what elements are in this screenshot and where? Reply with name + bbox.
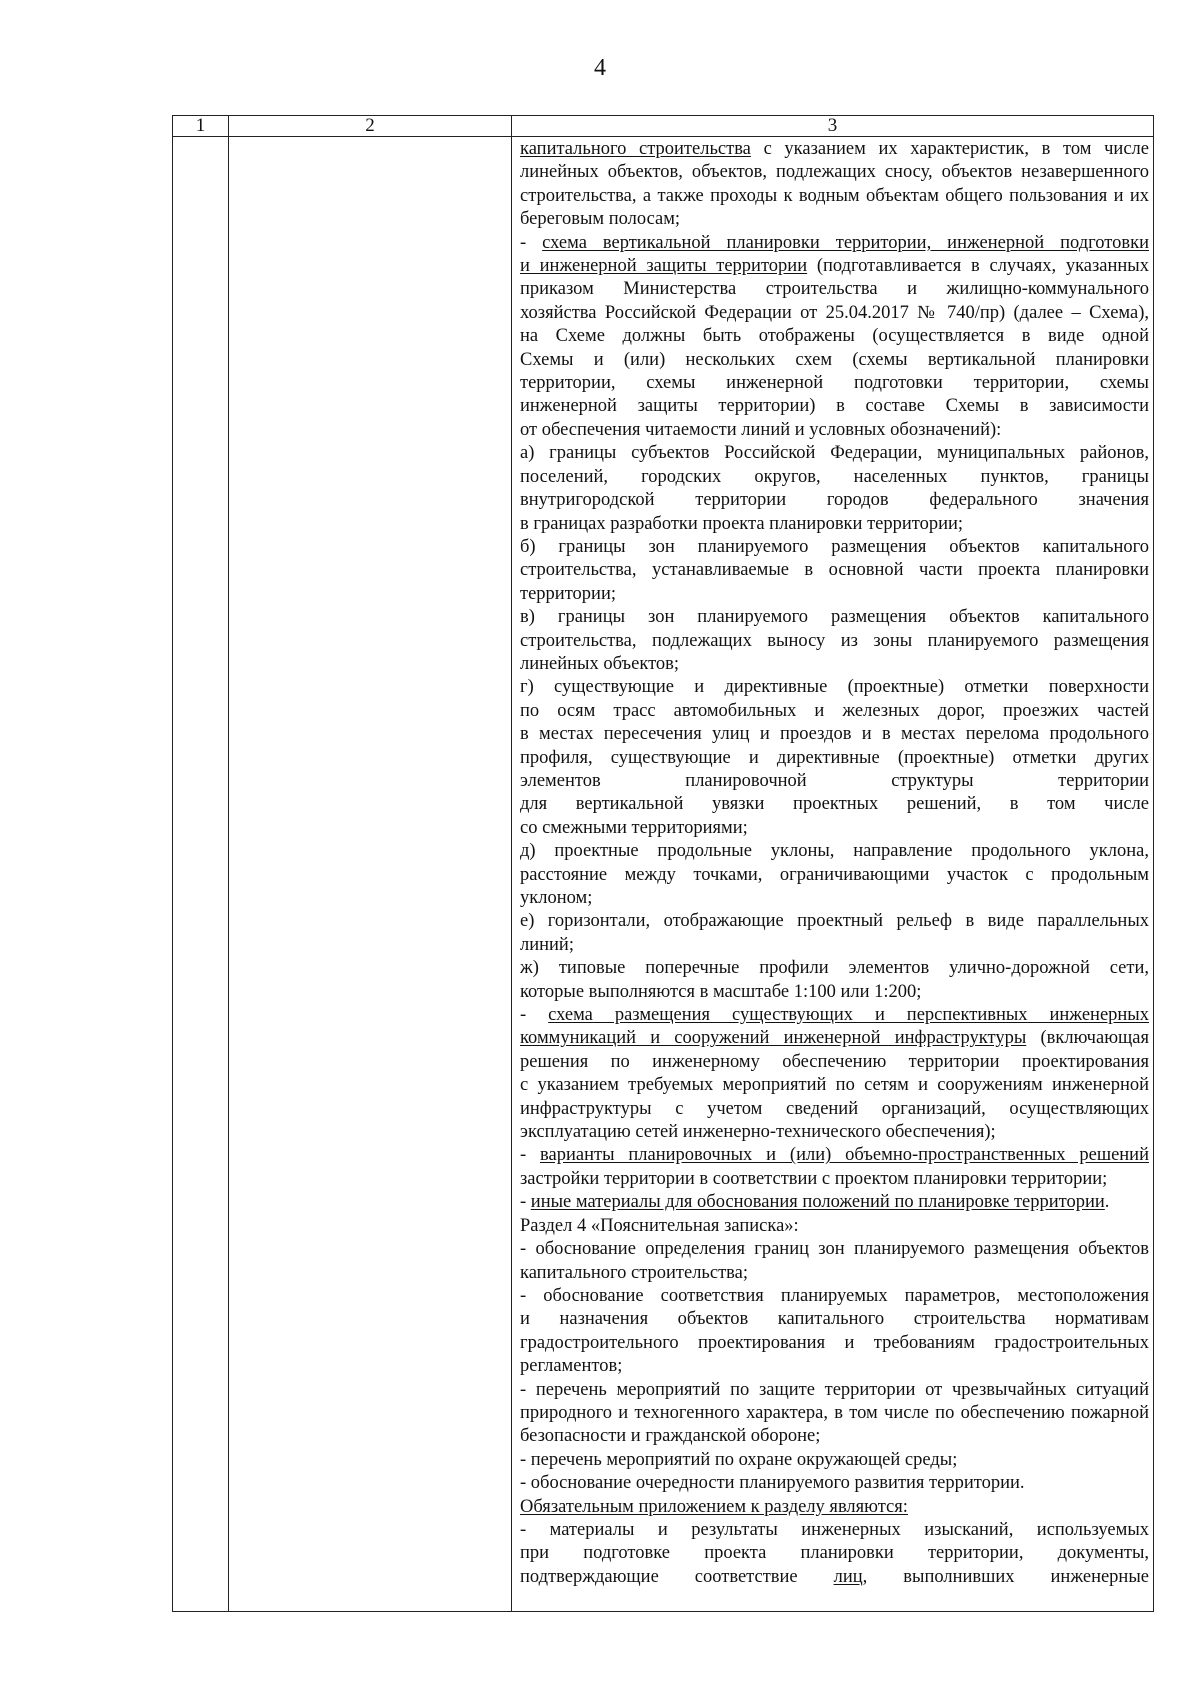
cell-column-3 <box>512 137 1154 1612</box>
text-line: территории, схемы инженерной подготовки территории, схемы <box>520 373 1149 394</box>
text-line: строительства, а также проходы к водным объектам общего пользования и их <box>520 185 1149 206</box>
text-line: для вертикальной увязки проектных решений, в том числе <box>520 794 1149 815</box>
underlined-heading: схема вертикальной планировки территории, инженерной подготовки <box>542 232 1149 253</box>
column-header-1: 1 <box>173 116 229 137</box>
text-line: эксплуатацию сетей инженерно-технического обеспечения); <box>520 1122 996 1143</box>
text-line: градостроительного проектирования и требованиям градостроительных <box>520 1332 1149 1353</box>
text-line: береговым полосам; <box>520 209 681 230</box>
document-table <box>172 115 1154 1612</box>
text-line: которые выполняются в масштабе 1:100 или 1:200; <box>520 981 922 1002</box>
text-line: уклоном; <box>520 888 593 908</box>
cell-column-2 <box>229 137 512 1612</box>
text-line: в местах пересечения улиц и проездов и в местах перелома продольного <box>520 724 1149 745</box>
text-line: - перечень мероприятий по защите территории от чрезвычайных ситуаций <box>520 1379 1149 1400</box>
text-line: е) горизонтали, отображающие проектный рельеф в виде параллельных <box>520 911 1149 932</box>
text-line: Раздел 4 «Пояснительная записка»: <box>520 1215 799 1236</box>
underlined-heading: Обязательным приложением к разделу являются: <box>520 1496 908 1517</box>
text-line: - перечень мероприятий по охране окружающей среды; <box>520 1449 958 1470</box>
text-line: ж) типовые поперечные профили элементов улично-дорожной сети, <box>520 958 1149 979</box>
text-line: от обеспечения читаемости линий и условных обозначений): <box>520 419 1002 440</box>
text-line: подтверждающие соответствие лиц, выполнивших инженерные <box>520 1566 1149 1587</box>
text-line: строительства, подлежащих выносу из зоны планируемого размещения <box>520 630 1149 651</box>
text-line: д) проектные продольные уклоны, направление продольного уклона, <box>520 841 1149 862</box>
underlined-heading: варианты планировочных и (или) объемно-пространственных решений <box>540 1145 1149 1166</box>
text-line: со смежными территориями; <box>520 817 748 838</box>
text-line: - обоснование соответствия планируемых параметров, местоположения <box>520 1285 1149 1306</box>
text-line: г) существующие и директивные (проектные) отметки поверхности <box>520 677 1149 698</box>
text-line: природного и техногенного характера, в том числе по обеспечению пожарной <box>520 1402 1149 1423</box>
text-line: профиля, существующие и директивные (проектные) отметки других <box>520 747 1149 768</box>
column-3-text <box>512 137 1153 1589</box>
column-header-3: 3 <box>512 116 1154 137</box>
underlined-heading: коммуникаций и сооружений инженерной инфраструктуры <box>520 1028 1027 1049</box>
text-line: внутригородской территории городов федерального значения <box>520 490 1149 511</box>
table-body-row <box>173 137 1154 1612</box>
text-line: а) границы субъектов Российской Федерации, муниципальных районов, <box>520 443 1149 464</box>
text-line: Схемы и (или) нескольких схем (схемы вертикальной планировки <box>520 349 1149 370</box>
text-line: инженерной защиты территории) в составе Схемы в зависимости <box>520 396 1149 417</box>
table-header-row <box>173 116 1154 137</box>
text-line: и инженерной защиты территории (подготавливается в случаях, указанных <box>520 256 1149 277</box>
text-line: в границах разработки проекта планировки территории; <box>520 513 964 534</box>
text-line: б) границы зон планируемого размещения объектов капитального <box>520 536 1149 557</box>
text-line: по осям трасс автомобильных и железных дорог, проезжих частей <box>520 700 1149 721</box>
text-line: безопасности и гражданской обороне; <box>520 1426 821 1447</box>
text-line: регламентов; <box>520 1356 623 1377</box>
text-line: - обоснование определения границ зон планируемого размещения объектов <box>520 1239 1149 1260</box>
text-line: строительства, устанавливаемые в основной части проекта планировки <box>520 560 1149 581</box>
text-line: - варианты планировочных и (или) объемно-пространственных решений <box>520 1145 1149 1166</box>
text-line: в) границы зон планируемого размещения объектов капитального <box>520 607 1149 628</box>
cell-column-1 <box>173 137 229 1612</box>
text-line: линейных объектов, объектов, подлежащих сносу, объектов незавершенного <box>520 162 1149 183</box>
text-line <box>520 1496 1149 1519</box>
text-line: капитального строительства с указанием их характеристик, в том числе <box>520 139 1149 159</box>
underlined-heading: иные материалы для обоснования положений по планировке территории <box>530 1192 1105 1213</box>
underlined-heading: схема размещения существующих и перспективных инженерных <box>548 1005 1149 1026</box>
text-line: с указанием требуемых мероприятий по сетям и сооружениям инженерной <box>520 1075 1149 1096</box>
text-line: застройки территории в соответствии с проектом планировки территории; <box>520 1168 1108 1189</box>
text-line: линейных объектов; <box>520 653 680 674</box>
text-line: - обоснование очередности планируемого развития территории. <box>520 1473 1025 1494</box>
underlined-heading: капитального строительства <box>520 139 751 159</box>
text-line: расстояние между точками, ограничивающими участок с продольным <box>520 864 1149 885</box>
text-line: хозяйства Российской Федерации от 25.04.2017 № 740/пр) (далее – Схема), <box>520 302 1149 323</box>
page-number: 4 <box>594 55 606 81</box>
text-line: капитального строительства; <box>520 1262 749 1283</box>
underlined-heading: лиц <box>833 1566 863 1587</box>
text-line: элементов планировочной структуры территории <box>520 770 1149 791</box>
text-line: инфраструктуры с учетом сведений организаций, осуществляющих <box>520 1098 1149 1119</box>
text-line: коммуникаций и сооружений инженерной инфраструктуры (включающая <box>520 1028 1149 1049</box>
underlined-heading: и инженерной защиты территории <box>520 256 808 277</box>
text-line: территории; <box>520 583 616 604</box>
text-line: - материалы и результаты инженерных изысканий, используемых <box>520 1519 1149 1540</box>
text-line: на Схеме должны быть отображены (осуществляется в виде одной <box>520 326 1149 347</box>
text-line: приказом Министерства строительства и жилищно-коммунального <box>520 279 1149 300</box>
text-line: - иные материалы для обоснования положений по планировке территории. <box>520 1192 1110 1213</box>
text-line: - схема вертикальной планировки территории, инженерной подготовки <box>520 232 1149 253</box>
text-line: - схема размещения существующих и перспективных инженерных <box>520 1005 1149 1026</box>
text-line: и назначения объектов капитального строительства нормативам <box>520 1309 1149 1330</box>
text-line: решения по инженерному обеспечению территории проектирования <box>520 1051 1149 1072</box>
text-line: линий; <box>520 934 574 955</box>
text-line: при подготовке проекта планировки территории, документы, <box>520 1543 1149 1564</box>
text-line: поселений, городских округов, населенных пунктов, границы <box>520 466 1149 487</box>
column-header-2: 2 <box>229 116 512 137</box>
